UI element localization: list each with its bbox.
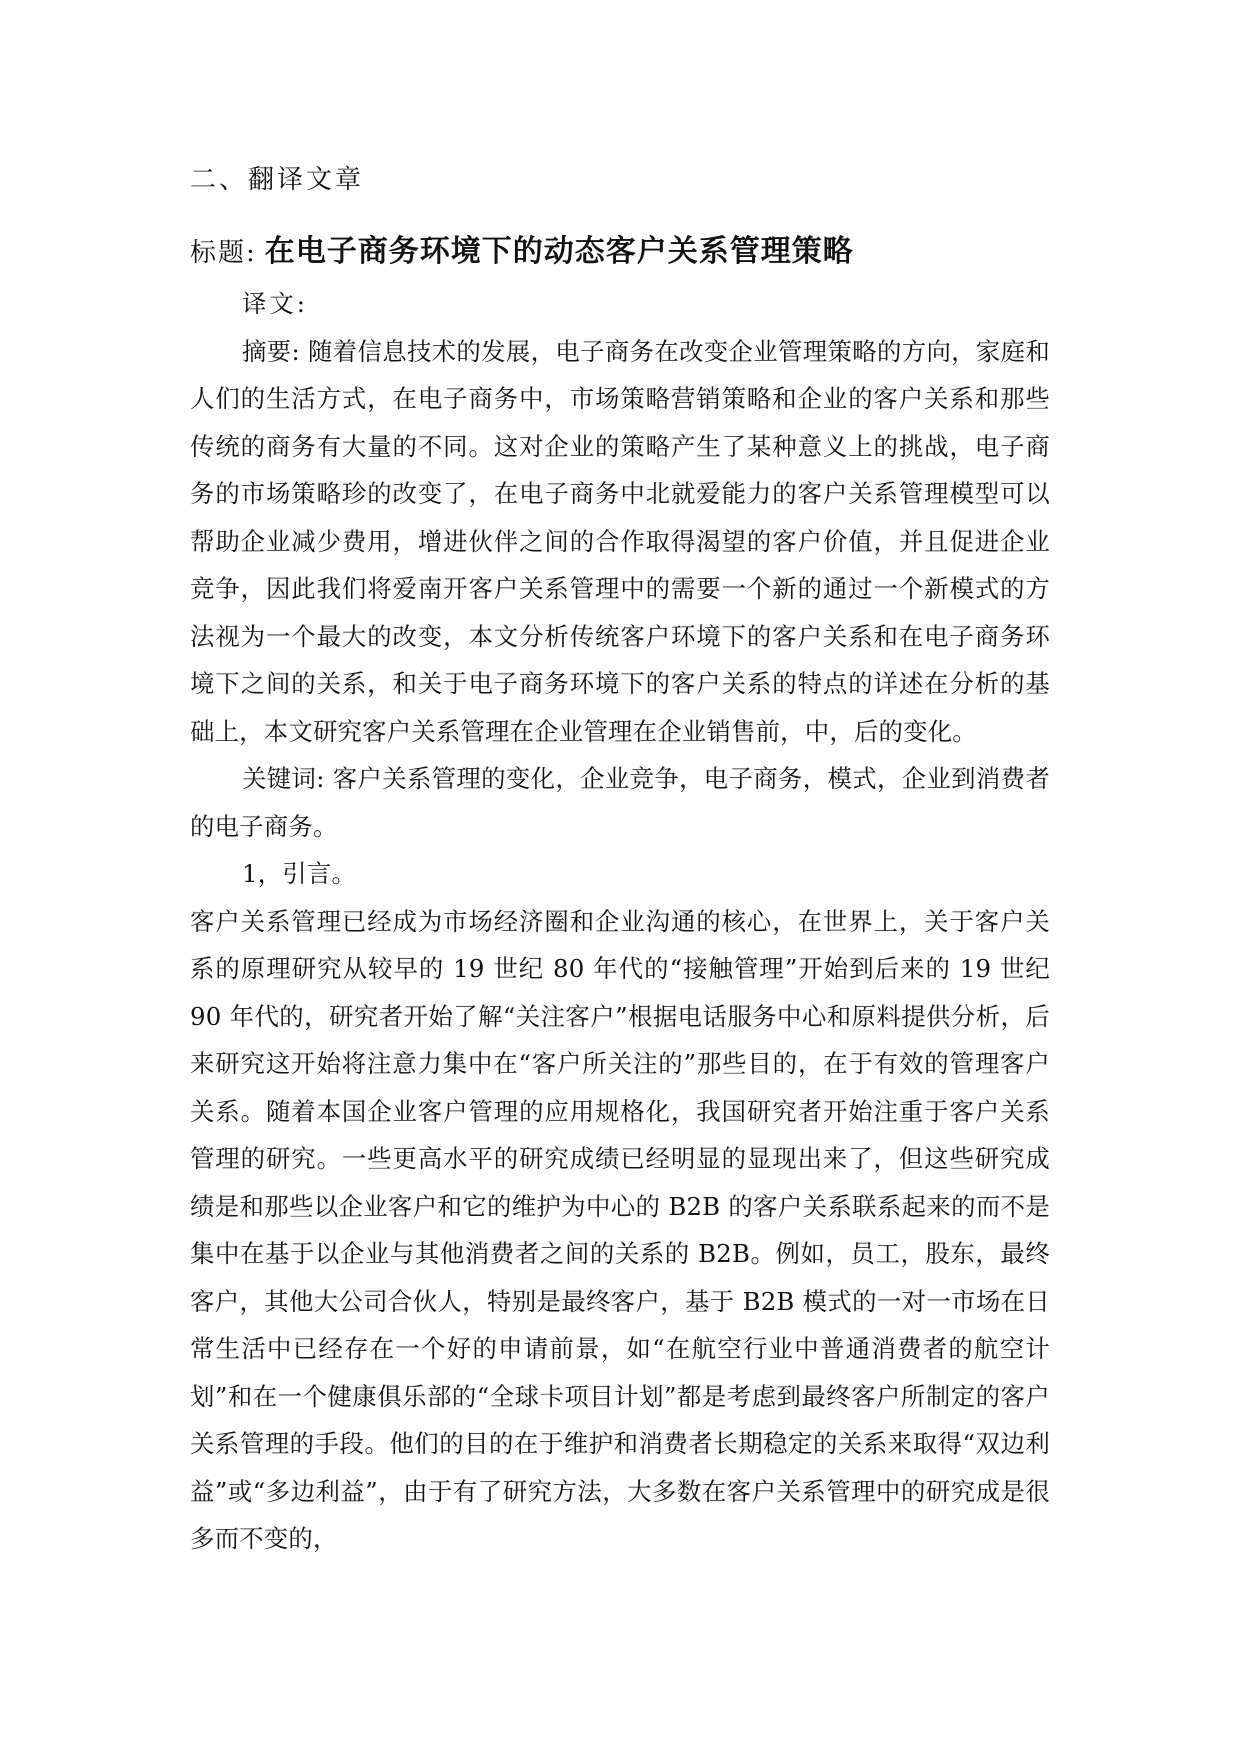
abstract-paragraph: 摘要: 随着信息技术的发展，电子商务在改变企业管理策略的方向，家庭和人们的生活方式，在电子商务中，市场策略营销策略和企业的客户关系和那些传统的商务有大量的不同。这对企业的策略产生了某种意义上的挑战，电子商务的市场策略珍的改变了，在电子商务中北就爱能力的客户关系管理模型可以帮助企业减少费用，增进伙伴之间的合作取得渴望的客户价值，并且促进企业竞争，因此我们将爱南开客户关系管理中的需要一个新的通过一个新模式的方法视为一个最大的改变，本文分析传统客户环境下的客户关系和在电子商务环境下之间的关系，和关于电子商务环境下的客户关系的特点的详述在分析的基础上，本文研究客户关系管理在企业管理在企业销售前，中，后的变化。 — [190, 336, 1050, 746]
intro-paragraph: 客户关系管理已经成为市场经济圈和企业沟通的核心，在世界上，关于客户关系的原理研究从较早的 19 世纪 80 年代的“接触管理”开始到后来的 19 世纪 90 年代的，研究者开始了解“关注客户”根据电话服务中心和原料提供分析，后来研究这开始将注意力集中在“客户所关注的”那些目的，在于有效的管理客户关系。随着本国企业客户管理的应用规格化，我国研究者开始注重于客户关系管理的研究。一些更高水平的研究成绩已经明显的显现出来了，但这些研究成绩是和那些以企业客户和它的维护为中心的 B2B 的客户关系联系起来的而不是集中在基于以企业与其他消费者之间的关系的 B2B。例如，员工，股东，最终客户，其他大公司合伙人，特别是最终客户，基于 B2B 模式的一对一市场在日常生活中已经存在一个好的申请前景，如“在航空行业中普通消费者的航空计划”和在一个健康俱乐部的“全球卡项目计划”都是考虑到最终客户所制定的客户关系管理的手段。他们的目的在于维护和消费者长期稳定的关系来取得“双边利益”或“多边利益”，由于有了研究方法，大多数在客户关系管理中的研究成是很多而不变的， — [190, 906, 1050, 1553]
keywords-paragraph: 关键词: 客户关系管理的变化，企业竞争，电子商务，模式，企业到消费者的电子商务。 — [190, 764, 1050, 841]
intro-heading: 1，引言。 — [242, 859, 357, 888]
section-heading: 二、翻译文章 — [190, 165, 365, 195]
title-prefix: 标题: — [190, 238, 257, 268]
article-body — [190, 280, 1050, 1563]
title-row — [190, 226, 854, 276]
article-title: 在电子商务环境下的动态客户关系管理策略 — [264, 234, 854, 269]
translation-label: 译文: — [242, 289, 308, 318]
